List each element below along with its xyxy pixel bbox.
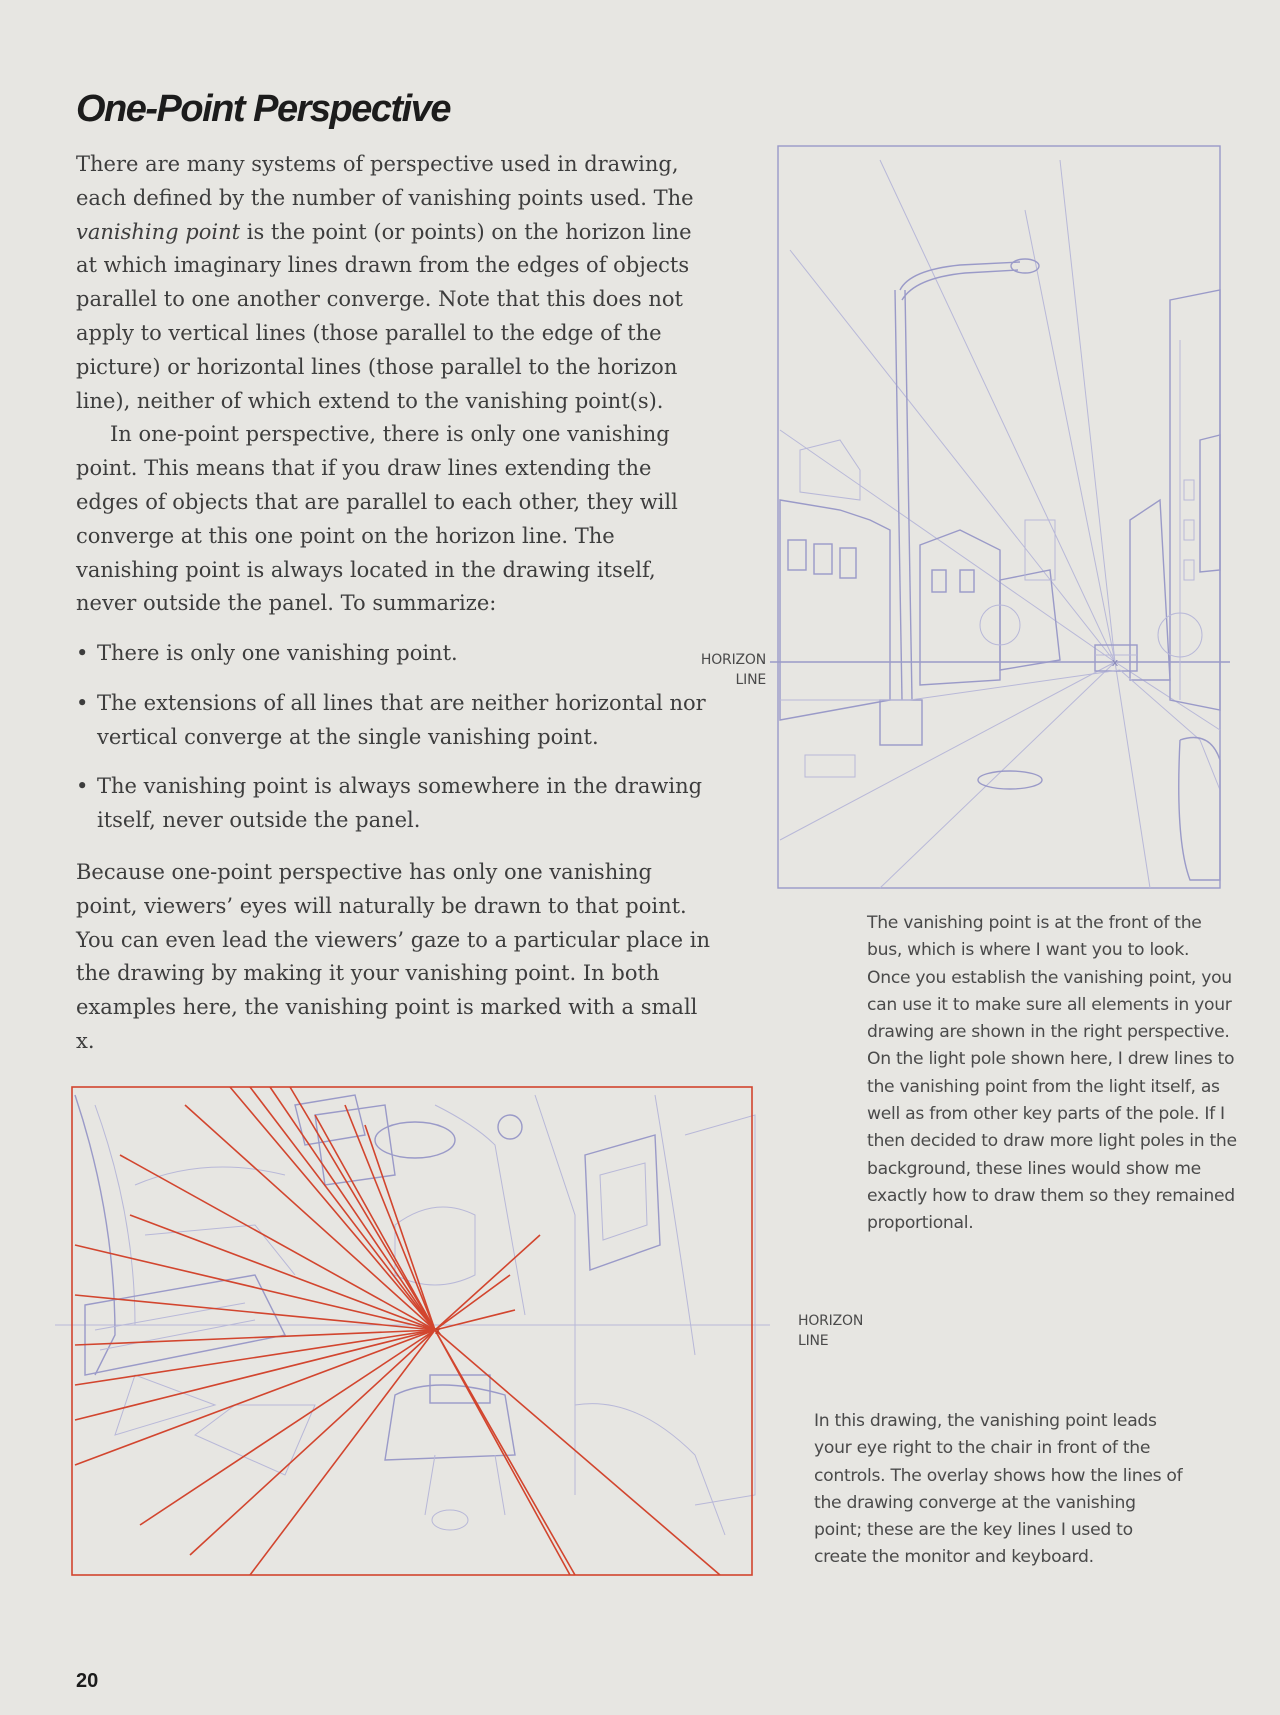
cockpit-drawing <box>55 1075 770 1595</box>
street-horizon-label <box>690 650 766 690</box>
horizon-label-line-1: HORIZON <box>700 652 766 668</box>
summary-item: • The extensions of all lines that are neither horizontal nor vertical converge at the single vanishing point. <box>76 687 716 755</box>
page-title: One-Point Perspective <box>76 88 450 130</box>
cockpit-vanishing-mark: x <box>434 1324 442 1337</box>
intro-paragraph-1 <box>76 148 716 418</box>
street-perspective-lines <box>780 160 1220 888</box>
horizon-label-line-1: HORIZON <box>798 1313 864 1329</box>
horizon-label-line-2: LINE <box>735 672 766 688</box>
cockpit-red-overlay <box>75 1087 720 1575</box>
summary-list <box>76 637 716 854</box>
intro-p1-rest: is the point (or points) on the horizon line at which imaginary lines drawn from the edges of objects parallel to one another converge. Note that this does not apply to vertical lines (those parallel to the edge of the picture) or horizontal lines (those parallel to the horizon line), neither of which extend to the vanishing point(s). <box>76 219 692 413</box>
page-number: 20 <box>76 1670 99 1692</box>
street-caption: The vanishing point is at the front of the bus, which is where I want you to look. Once you establish the vanishing point, you can use it to make sure all elements in your drawing are shown in the right perspective. On the light pole shown here, I drew lines to the vanishing point from the light itself, as well as from other key parts of the pole. If I then decided to draw more light poles in the background, these lines would show me exactly how to draw them so they remained proportional. <box>867 913 1237 1234</box>
intro-p1-lead: There are many systems of perspective used in drawing, each defined by the number of vanishing points used. The <box>76 152 694 210</box>
intro-p1-term: vanishing point <box>76 219 241 244</box>
intro-paragraph-2: In one-point perspective, there is only one vanishing point. This means that if you draw lines extending the edges of objects that are parallel to each other, they will converge at this one point on the horizon line. The vanishing point is always located in the drawing itself, never outside the panel. To summarize: <box>76 422 678 616</box>
intro-text <box>76 148 716 621</box>
cockpit-horizon-label <box>798 1311 888 1351</box>
cockpit-sketch <box>55 1095 770 1535</box>
street-scene-drawing <box>760 140 1230 900</box>
street-vanishing-mark: x <box>1111 656 1119 669</box>
horizon-label-line-2: LINE <box>798 1333 829 1349</box>
right-buildings <box>980 290 1220 710</box>
light-pole <box>880 259 1039 745</box>
left-buildings <box>780 440 1060 720</box>
closing-paragraph: Because one-point perspective has only one vanishing point, viewers’ eyes will naturally be drawn to that point. You can even lead the viewers’ gaze to a particular place in the drawing by making it your vanishing point. In both examples here, the vanishing point is marked with a small x. <box>76 860 710 1053</box>
summary-item: • The vanishing point is always somewhere in the drawing itself, never outside the panel. <box>76 770 716 838</box>
summary-item: • There is only one vanishing point. <box>76 637 716 671</box>
cockpit-caption: In this drawing, the vanishing point leads your eye right to the chair in front of the controls. The overlay shows how the lines of the drawing converge at the vanishing point; these are the key lines I used to create the monitor and keyboard. <box>814 1411 1183 1568</box>
